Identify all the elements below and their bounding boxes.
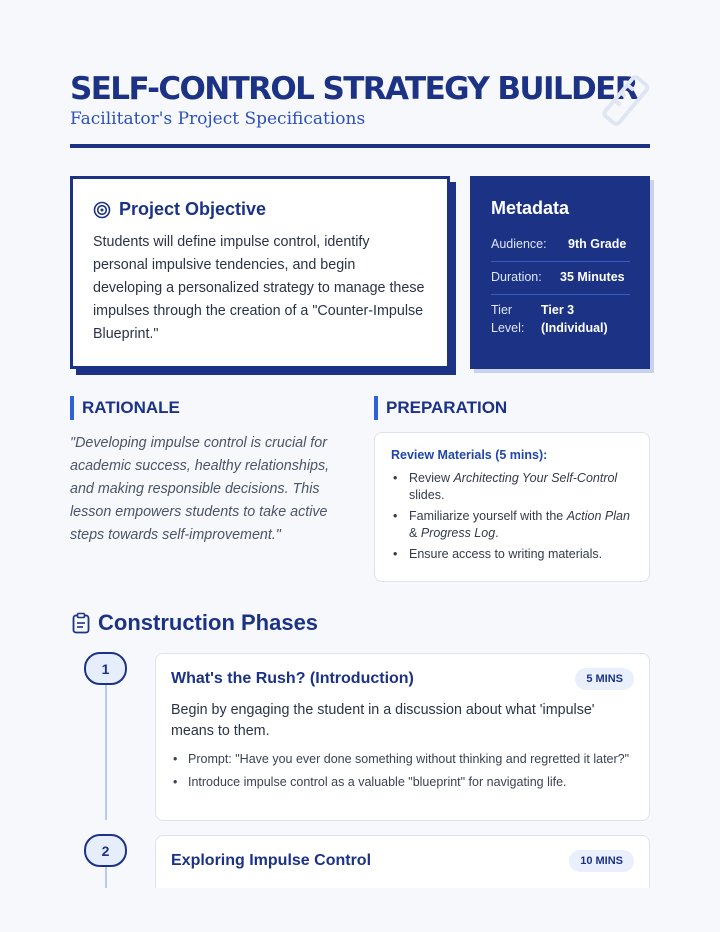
duration-badge: 5 MINS xyxy=(575,668,634,690)
page-header xyxy=(70,70,650,129)
duration-badge: 10 MINS xyxy=(569,850,634,872)
metadata-panel xyxy=(470,176,650,369)
objective-text: Students will define impulse control, identify personal impulsive tendencies, and begin developing a personalized strategy to manage these impulses through the creation of a "Counter-Impulse Blueprint." xyxy=(93,234,425,342)
phase-bullets xyxy=(171,750,634,791)
timeline-connector xyxy=(105,684,107,820)
page-subtitle: Facilitator's Project Specifications xyxy=(70,109,366,129)
header-divider xyxy=(70,144,650,148)
phase-title: Exploring Impulse Control xyxy=(171,852,372,869)
metadata-value: 9th Grade xyxy=(568,237,627,251)
metadata-row-duration xyxy=(491,262,630,295)
preparation-card xyxy=(374,432,650,582)
page-title: SELF-CONTROL STRATEGY BUILDER xyxy=(70,71,638,107)
objective-title: Project Objective xyxy=(119,199,267,219)
list-item: • Ensure access to writing materials. xyxy=(391,546,633,563)
ruler-icon xyxy=(602,74,650,130)
phases-title: Construction Phases xyxy=(98,610,319,635)
list-item: • Review Architecting Your Self-Control slides. xyxy=(391,470,633,504)
metadata-row-tier xyxy=(491,295,630,345)
rationale-heading: RATIONALE xyxy=(70,396,180,420)
preparation-subtitle: Review Materials (5 mins): xyxy=(391,448,548,462)
target-icon xyxy=(93,201,111,219)
step-number-badge: 1 xyxy=(84,652,127,685)
phase-title: What's the Rush? (Introduction) xyxy=(171,670,414,687)
phases-header xyxy=(72,610,318,636)
metadata-value: Tier 3 (Individual) xyxy=(541,303,608,335)
clipboard-icon xyxy=(72,612,90,634)
metadata-label: Tier Level: xyxy=(491,303,525,335)
metadata-row-audience xyxy=(491,229,630,262)
timeline-connector xyxy=(105,866,107,888)
page-bottom-margin xyxy=(0,888,720,932)
list-item: • Prompt: "Have you ever done something without thinking and regretted it later?" xyxy=(171,750,634,768)
list-item: • Introduce impulse control as a valuable "blueprint" for navigating life. xyxy=(171,773,634,791)
phase-card xyxy=(155,653,650,821)
preparation-heading: PREPARATION xyxy=(374,396,507,420)
preparation-list xyxy=(391,470,633,563)
step-number-badge: 2 xyxy=(84,834,127,867)
metadata-title: Metadata xyxy=(491,198,570,218)
rationale-quote: "Developing impulse control is crucial for academic success, healthy relationships, and making responsible decisions. This lesson empowers students to take active steps towards self-improvement." xyxy=(70,435,330,543)
list-item: • Familiarize yourself with the Action Plan & Progress Log. xyxy=(391,508,633,542)
objective-card xyxy=(70,176,450,369)
metadata-value: 35 Minutes xyxy=(560,270,625,284)
metadata-label: Audience: xyxy=(491,237,547,251)
metadata-label: Duration: xyxy=(491,270,542,284)
phase-description: Begin by engaging the student in a discussion about what 'impulse' means to them. xyxy=(171,702,595,739)
